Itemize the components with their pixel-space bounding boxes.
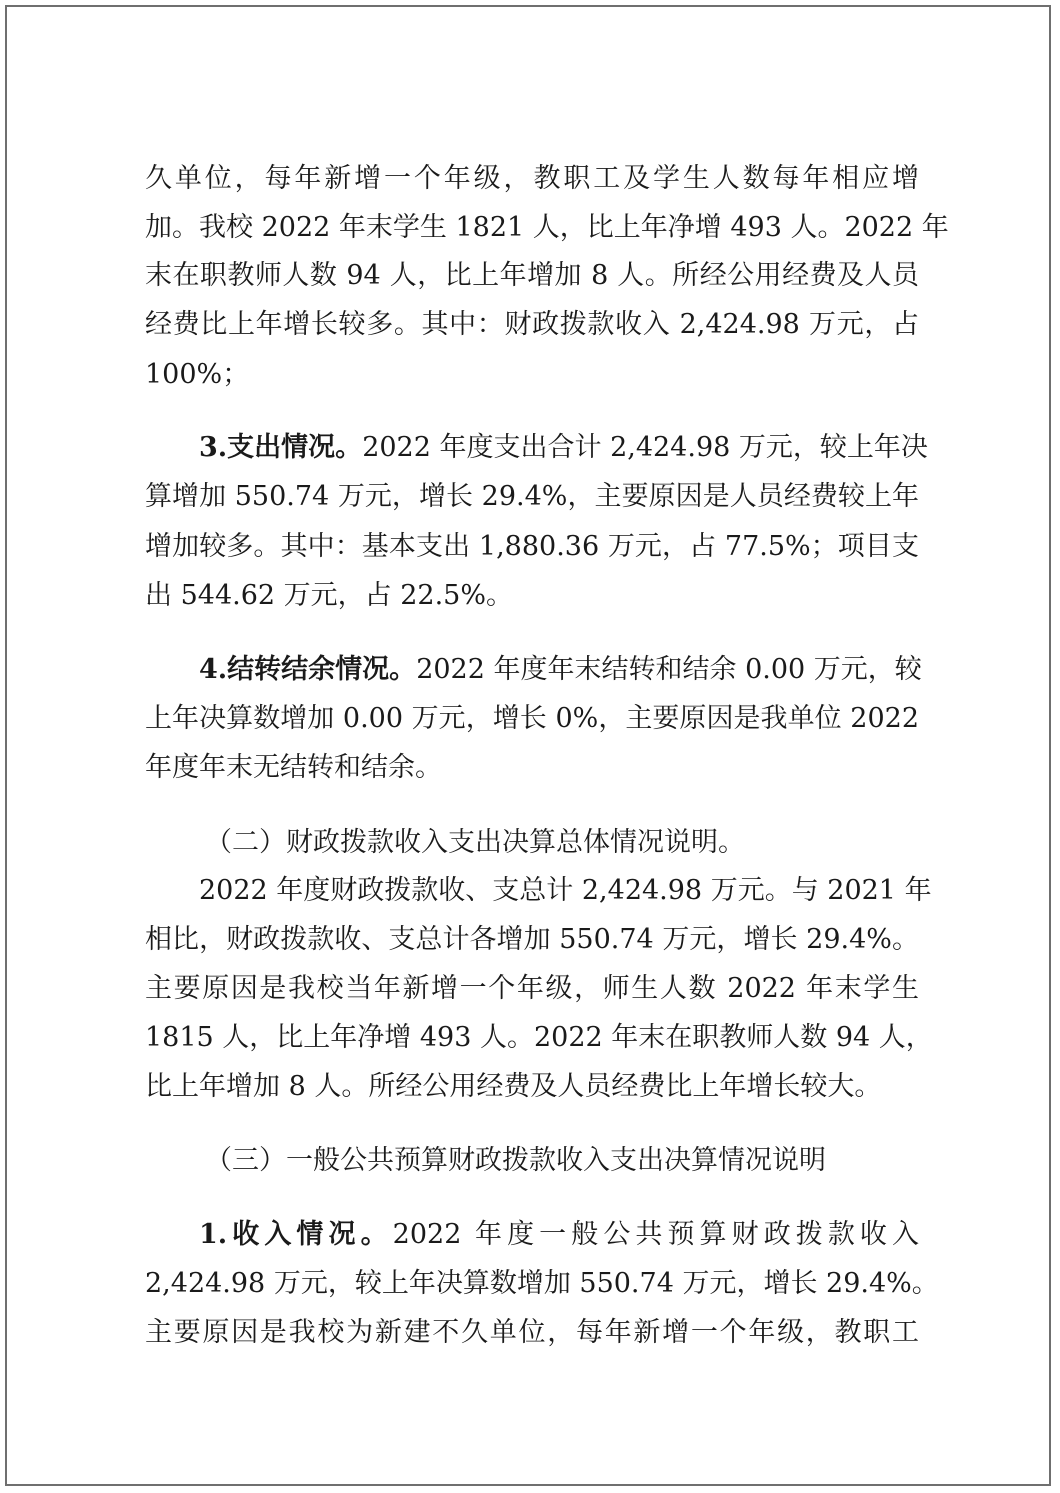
paragraph-line: 增加较多。其中：基本支出 1,880.36 万元，占 77.5%；项目支 (145, 531, 919, 562)
section-heading-three: （三）一般公共预算财政拨款收入支出决算情况说明 (205, 1145, 826, 1176)
paragraph-line: 年度年末无结转和结余。 (145, 752, 442, 783)
paragraph-line: 算增加 550.74 万元，增长 29.4%，主要原因是人员经费较上年 (145, 481, 919, 512)
carryover-heading: 4.结转结余情况。 (199, 654, 417, 685)
expenditure-paragraph-line: 3.支出情况。2022 年度支出合计 2,424.98 万元，较上年决 (199, 432, 928, 463)
paragraph-line: 经费比上年增长较多。其中：财政拨款收入 2,424.98 万元，占 (145, 309, 919, 340)
expenditure-heading: 3.支出情况。 (199, 432, 363, 463)
paragraph-line: 久单位，每年新增一个年级，教职工及学生人数每年相应增 (145, 163, 919, 194)
paragraph-line: 加。我校 2022 年末学生 1821 人，比上年净增 493 人。2022 年 (145, 212, 949, 243)
paragraph-line: 出 544.62 万元，占 22.5%。 (145, 580, 513, 611)
paragraph-line: 上年决算数增加 0.00 万元，增长 0%，主要原因是我单位 2022 (145, 703, 919, 734)
paragraph-line: 1815 人，比上年净增 493 人。2022 年末在职教师人数 94 人， (145, 1022, 933, 1053)
income-paragraph-line: 1.收入情况。2022 年度一般公共预算财政拨款收入 (199, 1219, 920, 1250)
paragraph-line: 2,424.98 万元，较上年决算数增加 550.74 万元，增长 29.4%。 (145, 1268, 939, 1299)
paragraph-line: 末在职教师人数 94 人，比上年增加 8 人。所经公用经费及人员 (145, 260, 919, 291)
paragraph-line: 2022 年度财政拨款收、支总计 2,424.98 万元。与 2021 年 (199, 875, 932, 906)
income-heading: 1.收入情况。 (199, 1219, 393, 1250)
paragraph-line: 相比，财政拨款收、支总计各增加 550.74 万元，增长 29.4%。 (145, 924, 919, 955)
carryover-paragraph-line: 4.结转结余情况。2022 年度年末结转和结余 0.00 万元，较 (199, 654, 922, 685)
paragraph-line: 比上年增加 8 人。所经公用经费及人员经费比上年增长较大。 (145, 1071, 882, 1102)
section-heading-two: （二）财政拨款收入支出决算总体情况说明。 (205, 827, 745, 858)
paragraph-line: 100%； (145, 359, 250, 390)
paragraph-line: 主要原因是我校为新建不久单位，每年新增一个年级，教职工 (145, 1317, 919, 1348)
paragraph-line: 主要原因是我校当年新增一个年级，师生人数 2022 年末学生 (145, 973, 919, 1004)
